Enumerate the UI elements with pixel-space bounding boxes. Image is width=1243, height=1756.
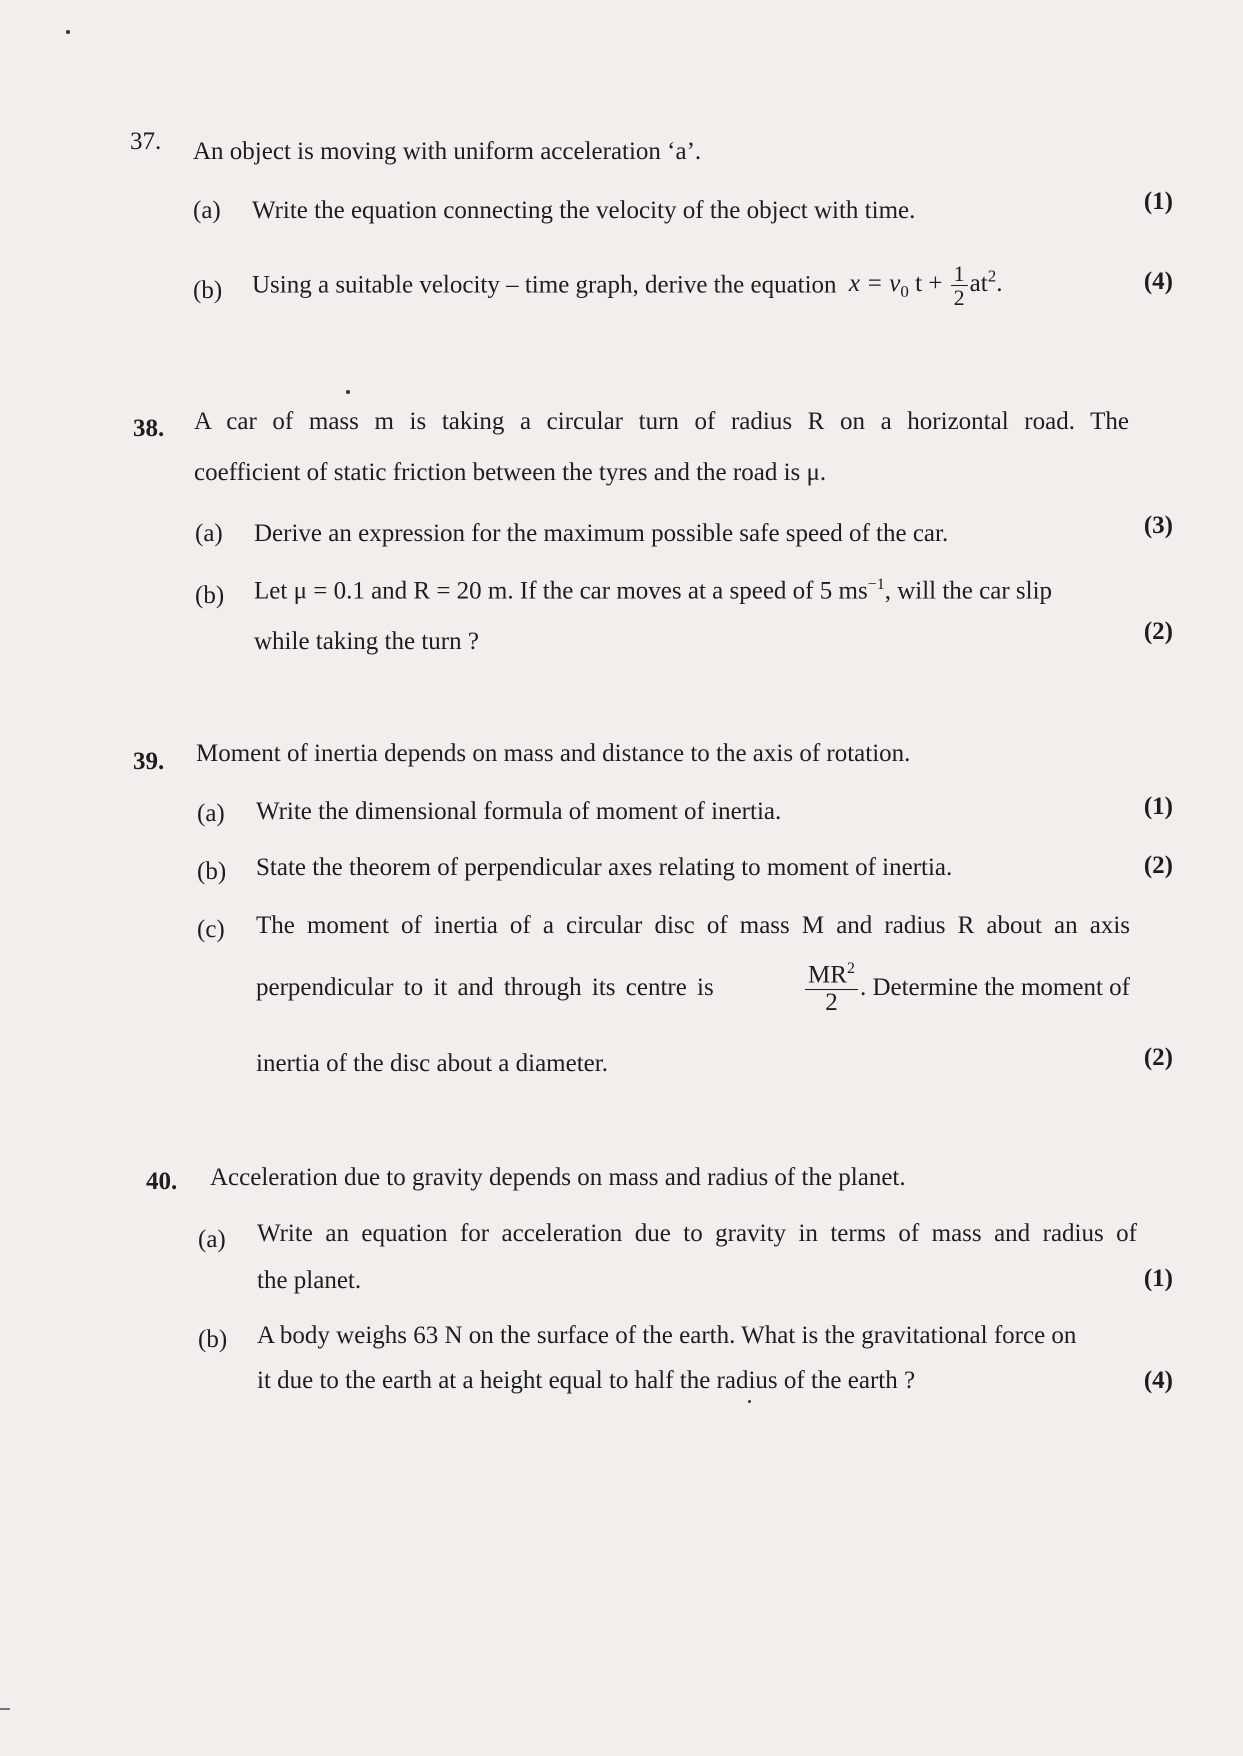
q38-part-b-line-1-pre: Let μ = 0.1 and R = 20 m. If the car moves at a speed of 5 ms	[254, 577, 868, 605]
q37-part-b-text	[252, 262, 1002, 309]
q38-part-b-label: (b)	[195, 582, 225, 609]
q39-frac-num-sup: 2	[846, 960, 855, 977]
q37-eq-num: 1	[951, 262, 968, 286]
q40-part-b-label: (b)	[198, 1326, 228, 1353]
q37-eq-sup: 2	[987, 267, 997, 286]
q39-frac-den: 2	[825, 988, 838, 1016]
q39-part-c-line-1: The moment of inertia of a circular disc of mass M and radius R about an axis	[256, 912, 1130, 939]
q39-inertia-fraction	[805, 961, 858, 1016]
question-number-39: 39.	[133, 748, 165, 775]
q38-part-b-line-2: while taking the turn ?	[254, 628, 479, 655]
q38-part-a-text: Derive an expression for the maximum possible safe speed of the car.	[254, 520, 949, 547]
speck-mark	[66, 30, 70, 34]
q38-part-b-marks: (2)	[1143, 618, 1173, 645]
q40-part-a-line-2: the planet.	[257, 1267, 362, 1294]
q37-part-a-label: (a)	[193, 197, 221, 224]
q37-part-b-label: (b)	[193, 277, 223, 304]
q40-part-a-marks: (1)	[1143, 1265, 1173, 1292]
question-number-40: 40.	[146, 1168, 178, 1195]
q40-part-a-label: (a)	[198, 1226, 226, 1253]
q37-part-b-marks: (4)	[1143, 268, 1173, 295]
q37-eq-rhs: at	[969, 270, 988, 298]
q39-part-c-label: (c)	[197, 916, 225, 943]
q37-eq-sub: 0	[900, 282, 909, 302]
q37-equation	[848, 261, 1003, 311]
question-number-37: 37.	[130, 128, 162, 155]
q39-part-c-line-2-post: . Determine the moment of	[859, 974, 1130, 1002]
q39-part-a-text: Write the dimensional formula of moment of inertia.	[256, 798, 782, 825]
question-37-stem: An object is moving with uniform acceleration ‘a’.	[193, 138, 702, 165]
q38-part-a-marks: (3)	[1143, 512, 1173, 539]
q39-frac-num: MR	[808, 961, 847, 989]
q39-part-a-label: (a)	[197, 800, 225, 827]
q39-part-c-marks: (2)	[1143, 1044, 1173, 1071]
q40-part-a-line-1: Write an equation for acceleration due to gravity in terms of mass and radius of	[257, 1220, 1137, 1247]
question-40-stem: Acceleration due to gravity depends on mass and radius of the planet.	[210, 1164, 906, 1191]
edge-mark	[0, 1708, 10, 1710]
q37-eq-fraction	[951, 262, 968, 309]
question-38-stem-line-1: A car of mass m is taking a circular turn of radius R on a horizontal road. The	[194, 408, 1129, 435]
q39-part-c-formula	[803, 961, 1130, 1016]
q39-part-b-text: State the theorem of perpendicular axes relating to moment of inertia.	[256, 854, 953, 881]
question-number-38: 38.	[133, 415, 165, 442]
q40-part-b-marks: (4)	[1143, 1367, 1173, 1394]
q37-part-b-sentence: Using a suitable velocity – time graph, derive the equation	[252, 271, 837, 299]
q37-eq-lhs: x = v	[848, 270, 901, 298]
q38-part-b-line-1-post: , will the car slip	[884, 577, 1053, 605]
q39-part-c-line-3: inertia of the disc about a diameter.	[256, 1050, 608, 1077]
question-39-stem: Moment of inertia depends on mass and distance to the axis of rotation.	[196, 740, 911, 767]
q40-part-b-line-2: it due to the earth at a height equal to half the radius of the earth ?	[257, 1367, 916, 1394]
q40-part-b-line-1: A body weighs 63 N on the surface of the earth. What is the gravitational force on	[257, 1322, 1077, 1349]
q37-eq-den: 2	[953, 285, 965, 311]
q39-part-a-marks: (1)	[1143, 793, 1173, 820]
q37-part-a-text: Write the equation connecting the velocity of the object with time.	[252, 197, 916, 224]
speck-mark	[346, 390, 350, 394]
question-38-stem-line-2: coefficient of static friction between the tyres and the road is μ.	[194, 459, 827, 486]
q38-part-b-sup: −1	[867, 576, 885, 593]
q37-eq-end: .	[996, 270, 1003, 298]
q39-part-b-label: (b)	[197, 858, 227, 885]
q39-part-c-line-2	[256, 961, 1130, 1016]
q38-part-a-label: (a)	[195, 520, 223, 547]
q38-part-b-line-1	[254, 576, 1052, 605]
q39-part-b-marks: (2)	[1143, 852, 1173, 879]
q39-part-c-line-2-pre: perpendicular to it and through its centre is	[256, 974, 714, 1002]
q37-part-a-marks: (1)	[1143, 188, 1173, 215]
q37-eq-t: t +	[915, 270, 943, 298]
speck-mark	[748, 1400, 751, 1403]
